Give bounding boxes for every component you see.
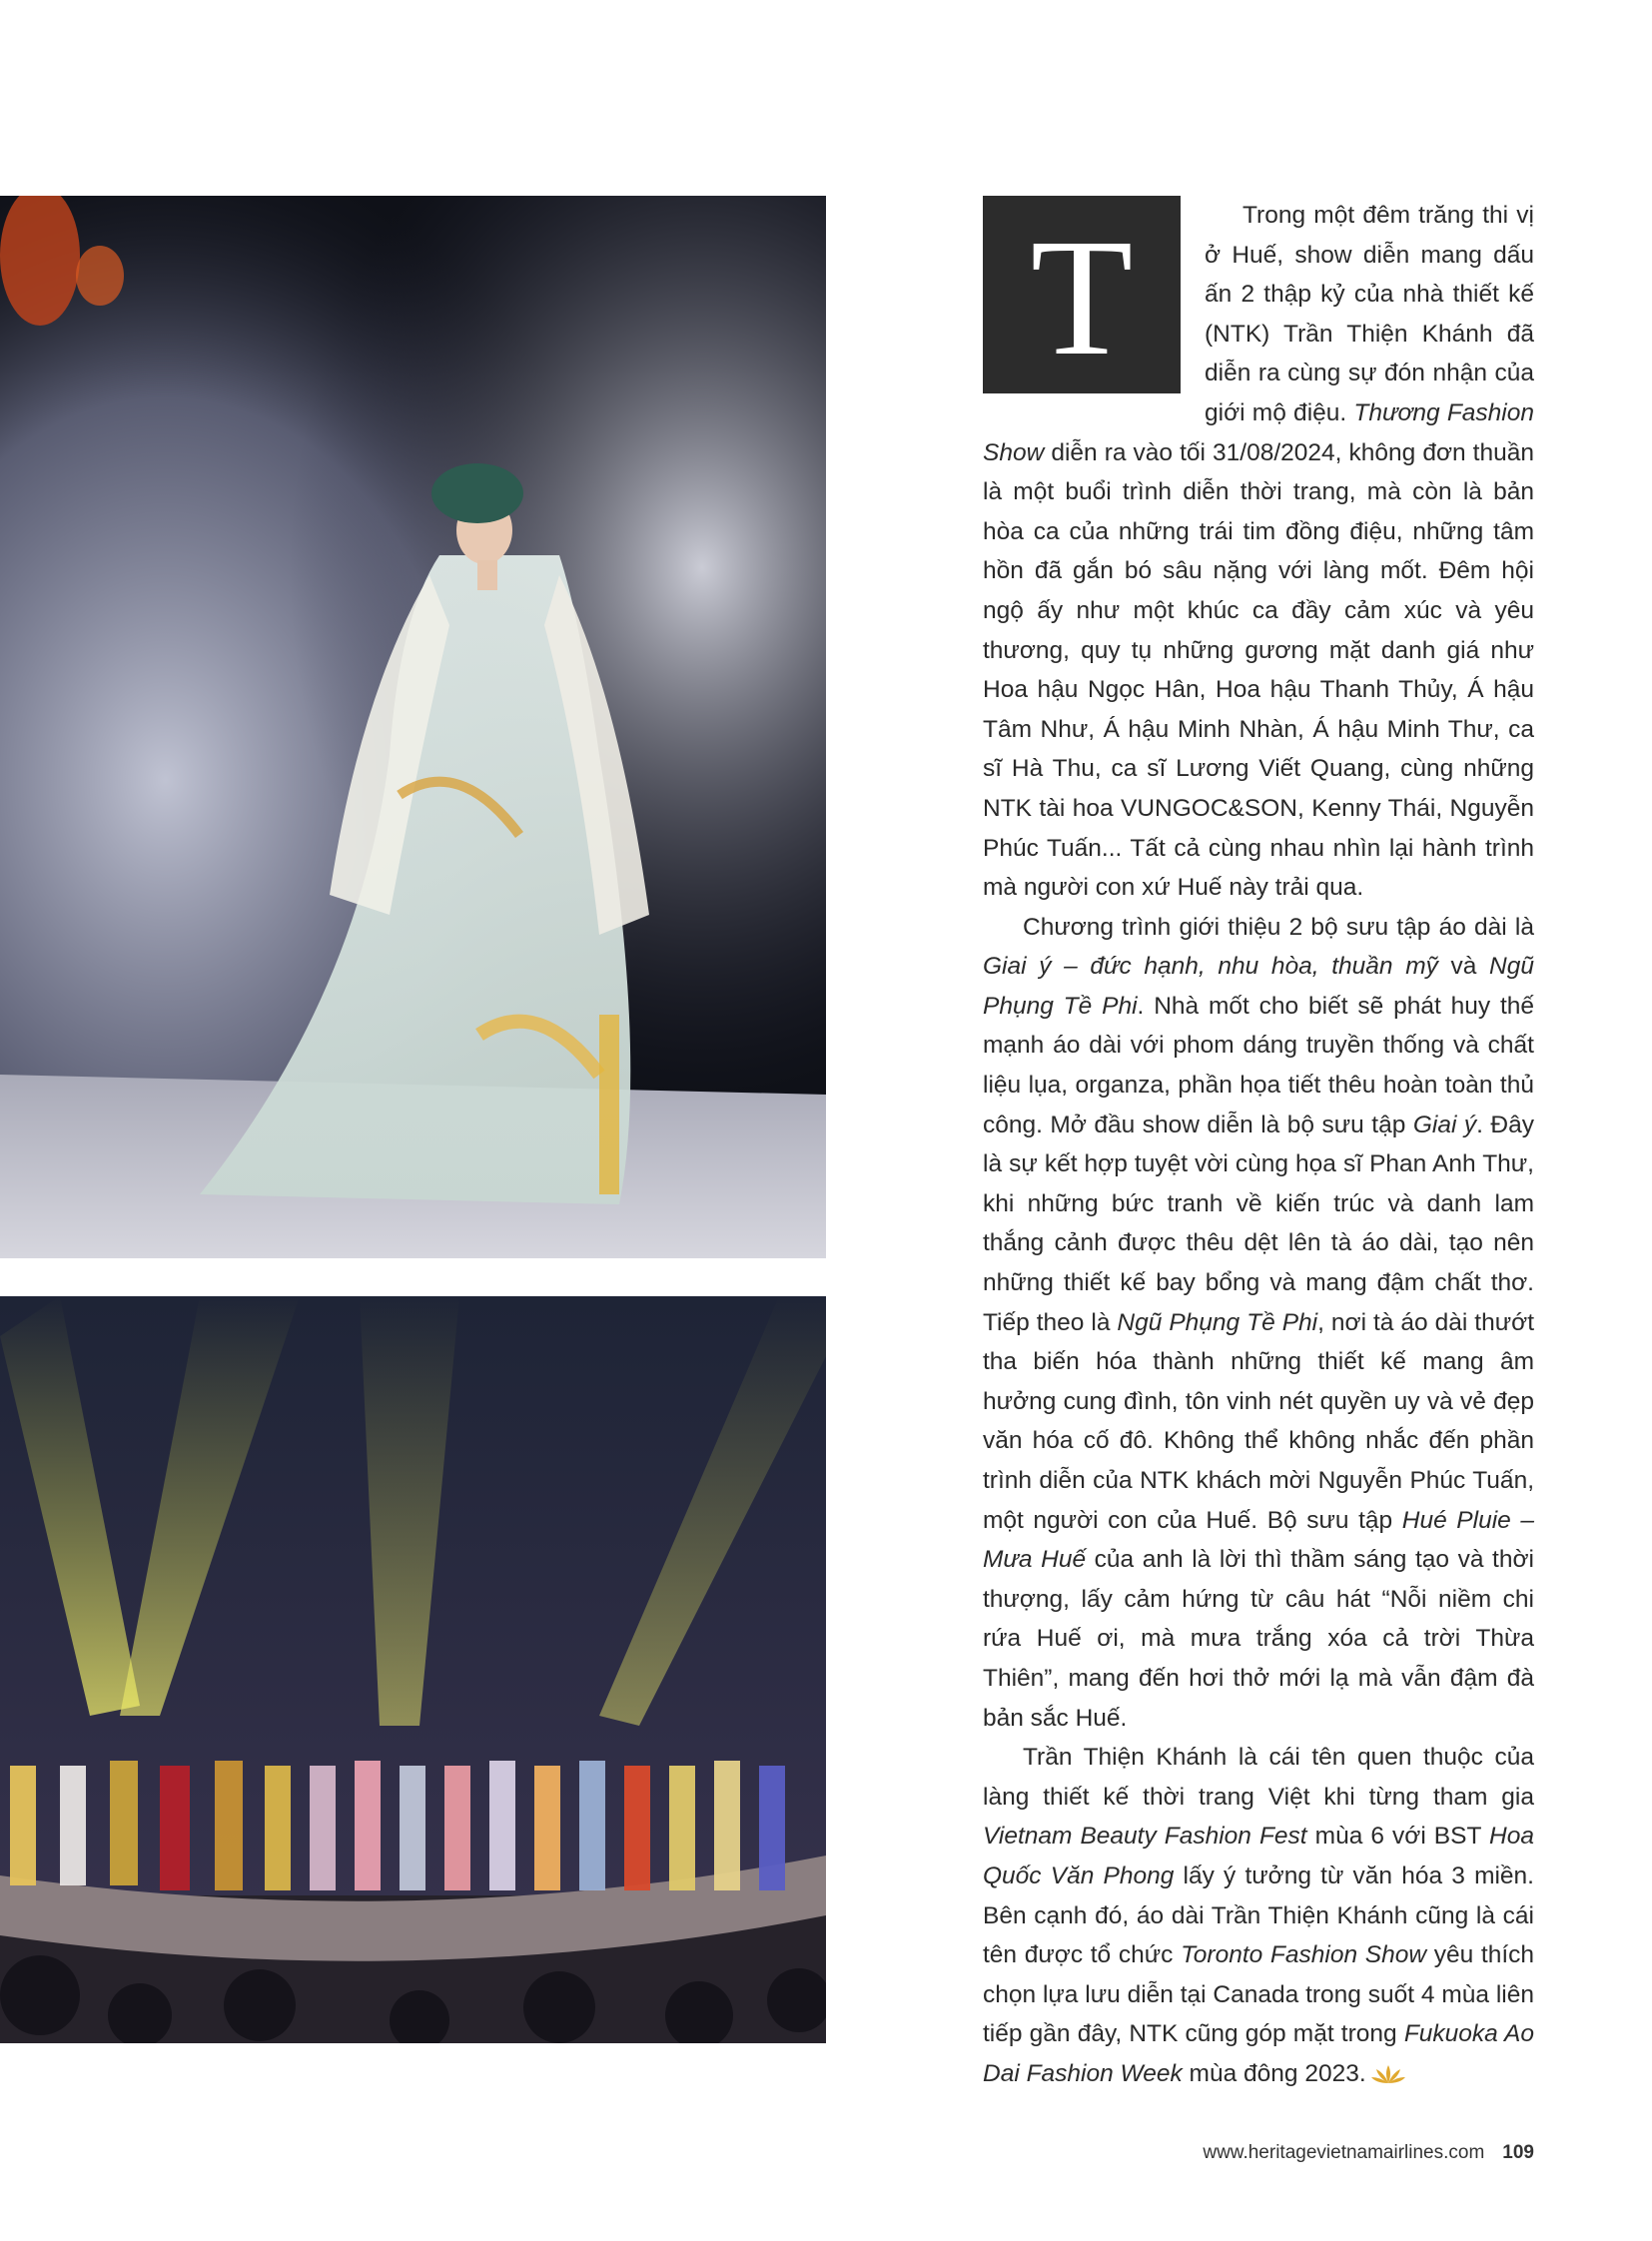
show-name: Thương Fashion Show — [983, 398, 1534, 466]
p3-text-c: lấy ý tưởng từ văn hóa 3 miền. Bên cạnh đó, áo dài Trần Thiện Khánh cũng là cái tên được tổ chức — [983, 1862, 1534, 1969]
collection-ngu-phung-2: Ngũ Phụng Tề Phi — [1117, 1308, 1318, 1336]
collection-hue-pluie: Hué Pluie – Mưa Huế — [983, 1506, 1534, 1574]
p3-text-e: mùa đông 2023. — [1182, 2059, 1366, 2087]
drop-cap — [983, 196, 1181, 393]
p3-text-d: yêu thích chọn lựa lưu diễn tại Canada trong suốt 4 mùa liên tiếp gần đây, NTK cũng góp mặt trong — [983, 1941, 1535, 2048]
lotus-icon — [1370, 2063, 1406, 2085]
p1-text-b: diễn ra vào tối 31/08/2024, không đơn thuần là một buổi trình diễn thời trang, mà còn là bản hòa ca của những trái tim đồng điệu, những tâm hồn đã gắn bó sâu nặng với làng mốt. Đêm hội ngộ ấy như một khúc ca đầy cảm xúc và yêu thương, quy tụ những gương mặt danh giá như Hoa hậu Ngọc Hân, Hoa hậu Thanh Thủy, Á hậu Tâm Như, Á hậu Minh Nhàn, Á hậu Minh Thư, ca sĩ Hà Thu, ca sĩ Lương Viết Quang, cùng những NTK tài hoa VUNGOC&SON, Kenny Thái, Nguyễn Phúc Tuấn... Tất cả cùng nhau nhìn lại hành trình mà người con xứ Huế này trải qua. — [983, 438, 1534, 902]
collection-giai-y: Giai ý — [1412, 1111, 1477, 1138]
collection-hoa-quoc: Hoa Quốc Văn Phong — [983, 1823, 1534, 1889]
footer-url[interactable]: www.heritagevietnamairlines.com — [1203, 2142, 1485, 2163]
drop-cap-letter: T — [1030, 205, 1134, 390]
collection-ngu-phung: Ngũ Phụng Tề Phi — [983, 953, 1534, 1020]
p1-text-a: Trong một đêm trăng thi vị ở Huế, show diễn mang dấu ấn 2 thập kỷ của nhà thiết kế (NTK) Trần Thiện Khánh đã diễn ra cùng sự đón nhận của giới mộ điệu. — [1205, 202, 1534, 426]
p2-text-f: của anh là lời thì thầm sáng tạo và thời thượng, lấy cảm hứng từ câu hát “Nỗi niềm chi rứa Huế ơi, mà mưa trắng xóa cả trời Thừa Thiên”, mang đến hơi thở mới lạ mà vẫn đậm đà bản sắc Huế. — [983, 1546, 1534, 1732]
p2-text-c: . Nhà mốt cho biết sẽ phát huy thế mạnh áo dài với phom dáng truyền thống và chất liệu lụa, organza, phần họa tiết thêu hoàn toàn thủ công. Mở đầu show diễn là bộ sưu tập — [983, 992, 1535, 1138]
paragraph-3 — [983, 1738, 1534, 2093]
page-number: 109 — [1502, 2142, 1534, 2163]
p2-text-b: và — [1437, 953, 1490, 981]
p3-text-b: mùa 6 với BST — [1306, 1823, 1490, 1851]
p2-text-a: Chương trình giới thiệu 2 bộ sưu tập áo dài là — [1023, 913, 1534, 941]
paragraph-2 — [983, 908, 1534, 1738]
photo-finale-stage — [0, 1296, 826, 2043]
event-fukuoka: Fukuoka Ao Dai Fashion Week — [983, 2020, 1534, 2087]
event-toronto: Toronto Fashion Show — [1181, 1941, 1427, 1969]
photo-model-runway — [0, 196, 826, 1258]
p3-text-a: Trần Thiện Khánh là cái tên quen thuộc của làng thiết kế thời trang Việt khi từng tham gia — [983, 1744, 1534, 1811]
p2-text-e: , nơi tà áo dài thướt tha biến hóa thành những thiết kế mang âm hưởng cung đình, tôn vinh nét quyền uy và vẻ đẹp văn hóa cố đô. Không thể không nhắc đến phần trình diễn của NTK khách mời Nguyễn Phúc Tuấn, một người con của Huế. Bộ sưu tập — [983, 1308, 1534, 1534]
event-vbff: Vietnam Beauty Fashion Fest — [983, 1823, 1307, 1851]
article-body — [983, 196, 1534, 2094]
collection-giai-y-full: Giai ý – đức hạnh, nhu hòa, thuần mỹ — [983, 953, 1438, 981]
p2-text-d: . Đây là sự kết hợp tuyệt vời cùng họa sĩ Phan Anh Thư, khi những bức tranh về kiến trúc và danh lam thắng cảnh được thêu dệt lên tà áo dài, tạo nên những thiết kế bay bổng và mang đậm chất thơ. Tiếp theo là — [983, 1111, 1535, 1336]
page-footer — [1203, 2142, 1534, 2164]
